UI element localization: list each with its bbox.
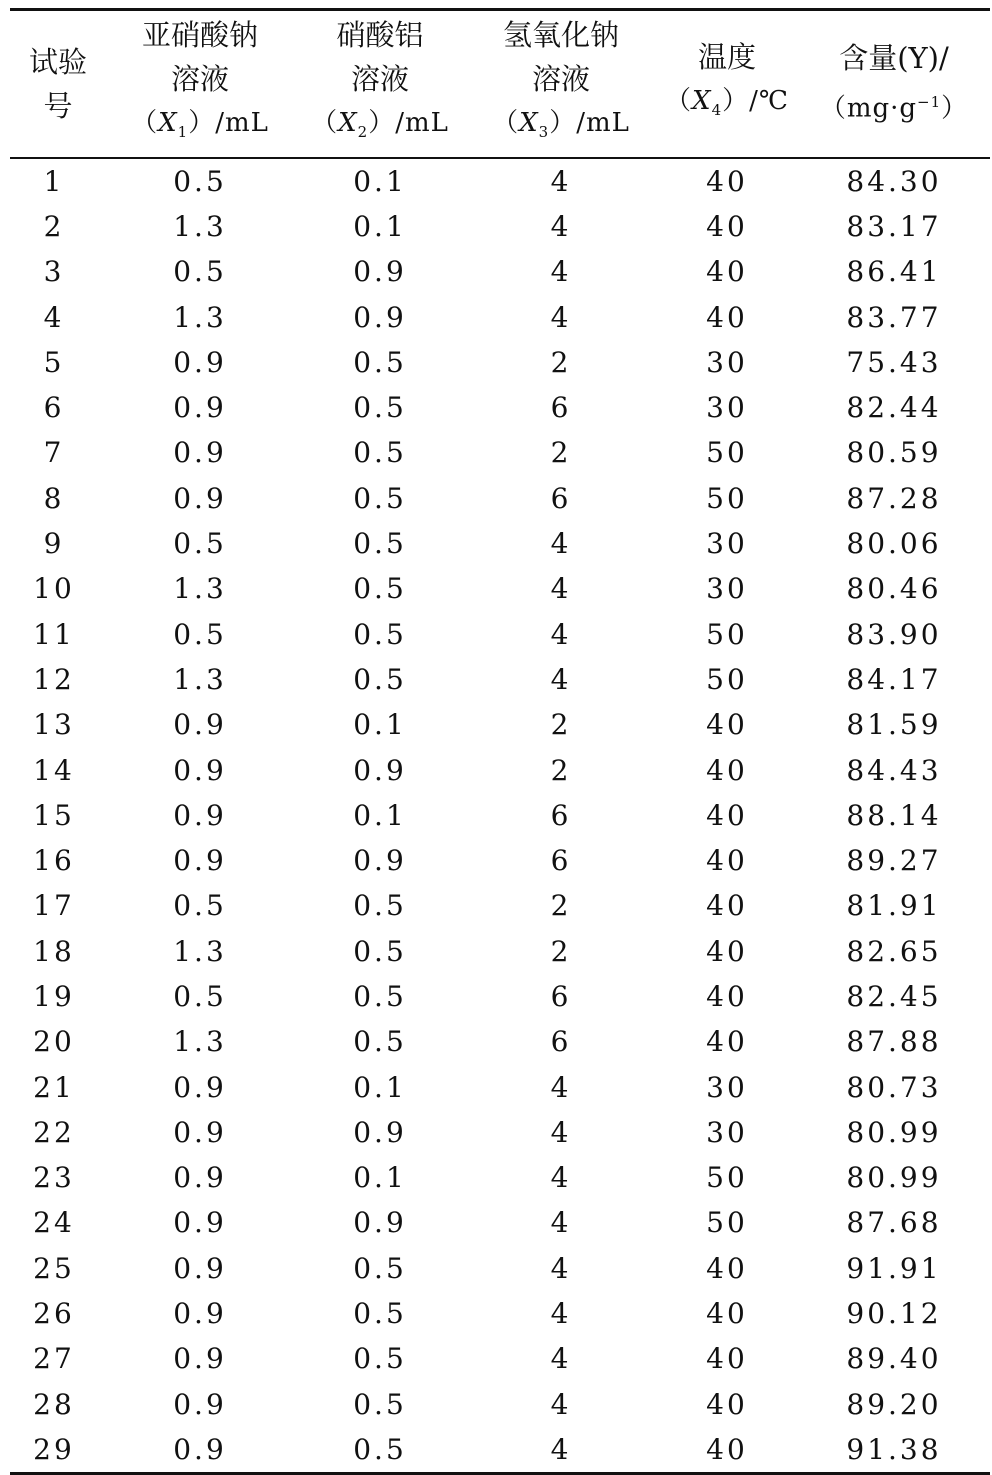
temperature-cell: 50 bbox=[706, 617, 748, 651]
table-row bbox=[10, 158, 990, 204]
aluminum-nitrate-cell: 0.5 bbox=[353, 617, 407, 651]
aluminum-nitrate-cell: 0.5 bbox=[353, 481, 407, 515]
trial-number-cell: 29 bbox=[10, 1427, 106, 1474]
aluminum-nitrate-cell: 0.9 bbox=[353, 1115, 407, 1149]
content-cell: 83.17 bbox=[846, 209, 942, 243]
temperature-cell: 40 bbox=[706, 1342, 748, 1376]
table-row bbox=[10, 1427, 990, 1474]
temperature-cell: 30 bbox=[706, 345, 748, 379]
aluminum-nitrate-cell: 0.5 bbox=[353, 345, 407, 379]
aluminum-nitrate-cell: 0.1 bbox=[353, 164, 407, 198]
sodium-nitrite-cell: 1.3 bbox=[173, 934, 227, 968]
aluminum-nitrate-cell: 0.1 bbox=[353, 1161, 407, 1195]
aluminum-nitrate-cell: 0.5 bbox=[353, 1025, 407, 1059]
table-row bbox=[10, 1155, 990, 1200]
sodium-hydroxide-cell: 4 bbox=[550, 1251, 572, 1285]
content-cell: 89.20 bbox=[846, 1387, 942, 1421]
sodium-nitrite-cell: 0.9 bbox=[173, 1297, 227, 1331]
trial-number-cell: 3 bbox=[43, 255, 65, 289]
table-row bbox=[10, 1291, 990, 1336]
sodium-nitrite-cell: 1.3 bbox=[173, 300, 227, 334]
aluminum-nitrate-cell: 0.9 bbox=[353, 300, 407, 334]
sodium-hydroxide-cell: 4 bbox=[550, 1070, 572, 1104]
content-cell: 86.41 bbox=[846, 255, 942, 289]
content-cell: 83.90 bbox=[846, 617, 942, 651]
sodium-nitrite-cell: 1.3 bbox=[173, 1025, 227, 1059]
temperature-cell: 30 bbox=[706, 572, 748, 606]
temperature-cell: 40 bbox=[706, 844, 748, 878]
sodium-nitrite-cell: 0.9 bbox=[173, 798, 227, 832]
experiment-results-table bbox=[10, 8, 990, 1475]
content-cell: 91.91 bbox=[846, 1251, 942, 1285]
trial-number-cell: 10 bbox=[33, 572, 75, 606]
table-row bbox=[10, 793, 990, 838]
header-sodium-nitrite: 亚硝酸钠 溶液 $(X_1)/mL$ bbox=[106, 10, 294, 158]
sodium-nitrite-cell: 0.9 bbox=[173, 708, 227, 742]
sodium-nitrite-cell: 0.9 bbox=[173, 1206, 227, 1240]
trial-number-cell: 16 bbox=[33, 844, 75, 878]
sodium-hydroxide-cell: 4 bbox=[550, 164, 572, 198]
content-cell: 80.46 bbox=[846, 572, 942, 606]
table-row bbox=[10, 385, 990, 430]
aluminum-nitrate-cell: 0.1 bbox=[353, 798, 407, 832]
temperature-cell: 40 bbox=[656, 1427, 798, 1474]
sodium-nitrite-cell: 0.5 bbox=[173, 527, 227, 561]
content-cell: 82.45 bbox=[846, 979, 942, 1013]
content-cell: 89.27 bbox=[846, 844, 942, 878]
table-row bbox=[10, 521, 990, 566]
sodium-hydroxide-cell: 2 bbox=[550, 436, 572, 470]
trial-number-cell: 17 bbox=[33, 889, 75, 923]
sodium-hydroxide-cell: 2 bbox=[550, 708, 572, 742]
table-row bbox=[10, 1382, 990, 1427]
aluminum-nitrate-cell: 0.5 bbox=[353, 889, 407, 923]
sodium-nitrite-cell: 0.9 bbox=[173, 345, 227, 379]
sodium-nitrite-cell: 0.9 bbox=[173, 1251, 227, 1285]
table-row bbox=[10, 747, 990, 792]
temperature-cell: 50 bbox=[706, 662, 748, 696]
table-row bbox=[10, 430, 990, 475]
content-cell: 87.88 bbox=[846, 1025, 942, 1059]
table-row bbox=[10, 974, 990, 1019]
trial-number-cell: 2 bbox=[43, 209, 65, 243]
header-trial-number: 试验 号 bbox=[10, 10, 106, 158]
sodium-nitrite-cell: 0.9 bbox=[106, 1427, 294, 1474]
content-cell: 84.43 bbox=[846, 753, 942, 787]
temperature-cell: 30 bbox=[706, 391, 748, 425]
sodium-hydroxide-cell: 4 bbox=[550, 572, 572, 606]
data-table-container bbox=[10, 8, 990, 1475]
sodium-nitrite-cell: 0.9 bbox=[173, 391, 227, 425]
sodium-hydroxide-cell: 4 bbox=[550, 1342, 572, 1376]
aluminum-nitrate-cell: 0.5 bbox=[294, 1427, 466, 1474]
temperature-cell: 30 bbox=[706, 1115, 748, 1149]
content-cell: 88.14 bbox=[846, 798, 942, 832]
sodium-hydroxide-cell: 4 bbox=[550, 1387, 572, 1421]
temperature-cell: 40 bbox=[706, 209, 748, 243]
content-cell: 75.43 bbox=[846, 345, 942, 379]
table-row bbox=[10, 611, 990, 656]
temperature-cell: 40 bbox=[706, 798, 748, 832]
content-cell: 80.99 bbox=[846, 1115, 942, 1149]
sodium-hydroxide-cell: 2 bbox=[550, 889, 572, 923]
header-unit: $(mg\cdot g^{-1})$ bbox=[819, 93, 969, 125]
sodium-nitrite-cell: 0.5 bbox=[173, 164, 227, 198]
sodium-nitrite-cell: 0.9 bbox=[173, 1342, 227, 1376]
trial-number-cell: 22 bbox=[33, 1115, 75, 1149]
trial-number-cell: 27 bbox=[33, 1342, 75, 1376]
table-row bbox=[10, 1019, 990, 1064]
sodium-hydroxide-cell: 6 bbox=[550, 844, 572, 878]
table-row bbox=[10, 702, 990, 747]
trial-number-cell: 15 bbox=[33, 798, 75, 832]
trial-number-cell: 28 bbox=[33, 1387, 75, 1421]
aluminum-nitrate-cell: 0.5 bbox=[353, 662, 407, 696]
table-row bbox=[10, 1336, 990, 1381]
sodium-hydroxide-cell: 2 bbox=[550, 345, 572, 379]
aluminum-nitrate-cell: 0.9 bbox=[353, 753, 407, 787]
sodium-nitrite-cell: 0.5 bbox=[173, 255, 227, 289]
aluminum-nitrate-cell: 0.1 bbox=[353, 708, 407, 742]
sodium-hydroxide-cell: 6 bbox=[550, 481, 572, 515]
table-body bbox=[10, 158, 990, 1474]
sodium-nitrite-cell: 1.3 bbox=[173, 662, 227, 696]
trial-number-cell: 23 bbox=[33, 1161, 75, 1195]
sodium-nitrite-cell: 0.9 bbox=[173, 1115, 227, 1149]
content-cell: 91.38 bbox=[798, 1427, 990, 1474]
sodium-hydroxide-cell: 6 bbox=[550, 391, 572, 425]
header-sodium-hydroxide: 氢氧化钠 溶液 $(X_3)/mL$ bbox=[466, 10, 656, 158]
trial-number-cell: 1 bbox=[43, 164, 65, 198]
sodium-hydroxide-cell: 4 bbox=[550, 1161, 572, 1195]
table-row bbox=[10, 249, 990, 294]
content-cell: 80.06 bbox=[846, 527, 942, 561]
temperature-cell: 40 bbox=[706, 934, 748, 968]
table-row bbox=[10, 294, 990, 339]
content-cell: 90.12 bbox=[846, 1297, 942, 1331]
trial-number-cell: 24 bbox=[33, 1206, 75, 1240]
content-cell: 87.28 bbox=[846, 481, 942, 515]
temperature-cell: 50 bbox=[706, 436, 748, 470]
table-row bbox=[10, 1064, 990, 1109]
sodium-nitrite-cell: 0.5 bbox=[173, 889, 227, 923]
trial-number-cell: 12 bbox=[33, 662, 75, 696]
trial-number-cell: 26 bbox=[33, 1297, 75, 1331]
trial-number-cell: 11 bbox=[33, 617, 75, 651]
aluminum-nitrate-cell: 0.5 bbox=[353, 979, 407, 1013]
sodium-nitrite-cell: 0.9 bbox=[173, 481, 227, 515]
content-cell: 81.59 bbox=[846, 708, 942, 742]
header-unit: $(X_3)/mL$ bbox=[492, 108, 630, 142]
content-cell: 84.30 bbox=[846, 164, 942, 198]
table-row bbox=[10, 883, 990, 928]
content-cell: 80.59 bbox=[846, 436, 942, 470]
temperature-cell: 40 bbox=[706, 708, 748, 742]
table-row bbox=[10, 1246, 990, 1291]
sodium-hydroxide-cell: 2 bbox=[550, 934, 572, 968]
aluminum-nitrate-cell: 0.5 bbox=[353, 572, 407, 606]
trial-number-cell: 20 bbox=[33, 1025, 75, 1059]
temperature-cell: 50 bbox=[706, 481, 748, 515]
aluminum-nitrate-cell: 0.5 bbox=[353, 1297, 407, 1331]
content-cell: 82.44 bbox=[846, 391, 942, 425]
aluminum-nitrate-cell: 0.1 bbox=[353, 1070, 407, 1104]
header-aluminum-nitrate: 硝酸铝 溶液 $(X_2)/mL$ bbox=[294, 10, 466, 158]
trial-number-cell: 7 bbox=[43, 436, 65, 470]
trial-number-cell: 13 bbox=[33, 708, 75, 742]
trial-number-cell: 19 bbox=[33, 979, 75, 1013]
sodium-nitrite-cell: 0.9 bbox=[173, 436, 227, 470]
temperature-cell: 40 bbox=[706, 1251, 748, 1285]
sodium-hydroxide-cell: 6 bbox=[550, 979, 572, 1013]
sodium-nitrite-cell: 1.3 bbox=[173, 572, 227, 606]
sodium-nitrite-cell: 0.9 bbox=[173, 1387, 227, 1421]
aluminum-nitrate-cell: 0.9 bbox=[353, 844, 407, 878]
sodium-hydroxide-cell: 6 bbox=[550, 798, 572, 832]
trial-number-cell: 25 bbox=[33, 1251, 75, 1285]
sodium-hydroxide-cell: 4 bbox=[550, 300, 572, 334]
table-row bbox=[10, 929, 990, 974]
header-unit: $(X_2)/mL$ bbox=[311, 108, 449, 142]
content-cell: 87.68 bbox=[846, 1206, 942, 1240]
table-row bbox=[10, 566, 990, 611]
aluminum-nitrate-cell: 0.5 bbox=[353, 934, 407, 968]
sodium-hydroxide-cell: 4 bbox=[550, 662, 572, 696]
aluminum-nitrate-cell: 0.9 bbox=[353, 255, 407, 289]
sodium-hydroxide-cell: 4 bbox=[550, 617, 572, 651]
temperature-cell: 30 bbox=[706, 1070, 748, 1104]
aluminum-nitrate-cell: 0.5 bbox=[353, 1251, 407, 1285]
sodium-hydroxide-cell: 4 bbox=[550, 1115, 572, 1149]
content-cell: 82.65 bbox=[846, 934, 942, 968]
temperature-cell: 30 bbox=[706, 527, 748, 561]
temperature-cell: 40 bbox=[706, 753, 748, 787]
aluminum-nitrate-cell: 0.9 bbox=[353, 1206, 407, 1240]
trial-number-cell: 9 bbox=[43, 527, 65, 561]
aluminum-nitrate-cell: 0.1 bbox=[353, 209, 407, 243]
content-cell: 81.91 bbox=[846, 889, 942, 923]
trial-number-cell: 4 bbox=[43, 300, 65, 334]
aluminum-nitrate-cell: 0.5 bbox=[353, 527, 407, 561]
trial-number-cell: 5 bbox=[43, 345, 65, 379]
table-header-row bbox=[10, 10, 990, 158]
temperature-cell: 50 bbox=[706, 1206, 748, 1240]
header-unit: $(X_4)/℃$ bbox=[665, 86, 789, 120]
temperature-cell: 40 bbox=[706, 300, 748, 334]
table-row bbox=[10, 1110, 990, 1155]
sodium-nitrite-cell: 0.9 bbox=[173, 844, 227, 878]
sodium-hydroxide-cell: 4 bbox=[550, 527, 572, 561]
content-cell: 89.40 bbox=[846, 1342, 942, 1376]
sodium-nitrite-cell: 0.9 bbox=[173, 1070, 227, 1104]
sodium-nitrite-cell: 0.5 bbox=[173, 617, 227, 651]
sodium-hydroxide-cell: 4 bbox=[550, 1297, 572, 1331]
table-row bbox=[10, 1200, 990, 1245]
aluminum-nitrate-cell: 0.5 bbox=[353, 1342, 407, 1376]
content-cell: 80.99 bbox=[846, 1161, 942, 1195]
temperature-cell: 40 bbox=[706, 889, 748, 923]
trial-number-cell: 21 bbox=[33, 1070, 75, 1104]
header-unit: $(X_1)/mL$ bbox=[131, 108, 269, 142]
sodium-hydroxide-cell: 4 bbox=[550, 255, 572, 289]
table-row bbox=[10, 340, 990, 385]
sodium-hydroxide-cell: 6 bbox=[550, 1025, 572, 1059]
table-row bbox=[10, 476, 990, 521]
trial-number-cell: 8 bbox=[43, 481, 65, 515]
content-cell: 80.73 bbox=[846, 1070, 942, 1104]
table-row bbox=[10, 204, 990, 249]
temperature-cell: 40 bbox=[706, 1297, 748, 1331]
aluminum-nitrate-cell: 0.5 bbox=[353, 1387, 407, 1421]
sodium-hydroxide-cell: 4 bbox=[466, 1427, 656, 1474]
temperature-cell: 40 bbox=[706, 255, 748, 289]
aluminum-nitrate-cell: 0.5 bbox=[353, 436, 407, 470]
header-temperature: 温度 $(X_4)/℃$ bbox=[656, 10, 798, 158]
temperature-cell: 50 bbox=[706, 1161, 748, 1195]
content-cell: 83.77 bbox=[846, 300, 942, 334]
sodium-nitrite-cell: 0.9 bbox=[173, 1161, 227, 1195]
aluminum-nitrate-cell: 0.5 bbox=[353, 391, 407, 425]
temperature-cell: 40 bbox=[706, 1387, 748, 1421]
header-content: 含量(Y)/ $(mg\cdot g^{-1})$ bbox=[798, 10, 990, 158]
sodium-hydroxide-cell: 2 bbox=[550, 753, 572, 787]
sodium-nitrite-cell: 0.5 bbox=[173, 979, 227, 1013]
temperature-cell: 40 bbox=[706, 1025, 748, 1059]
sodium-hydroxide-cell: 4 bbox=[550, 1206, 572, 1240]
temperature-cell: 40 bbox=[706, 164, 748, 198]
temperature-cell: 40 bbox=[706, 979, 748, 1013]
trial-number-cell: 18 bbox=[33, 934, 75, 968]
sodium-hydroxide-cell: 4 bbox=[550, 209, 572, 243]
trial-number-cell: 6 bbox=[43, 391, 65, 425]
sodium-nitrite-cell: 0.9 bbox=[173, 753, 227, 787]
sodium-nitrite-cell: 1.3 bbox=[173, 209, 227, 243]
table-row bbox=[10, 838, 990, 883]
content-cell: 84.17 bbox=[846, 662, 942, 696]
table-row bbox=[10, 657, 990, 702]
trial-number-cell: 14 bbox=[33, 753, 75, 787]
